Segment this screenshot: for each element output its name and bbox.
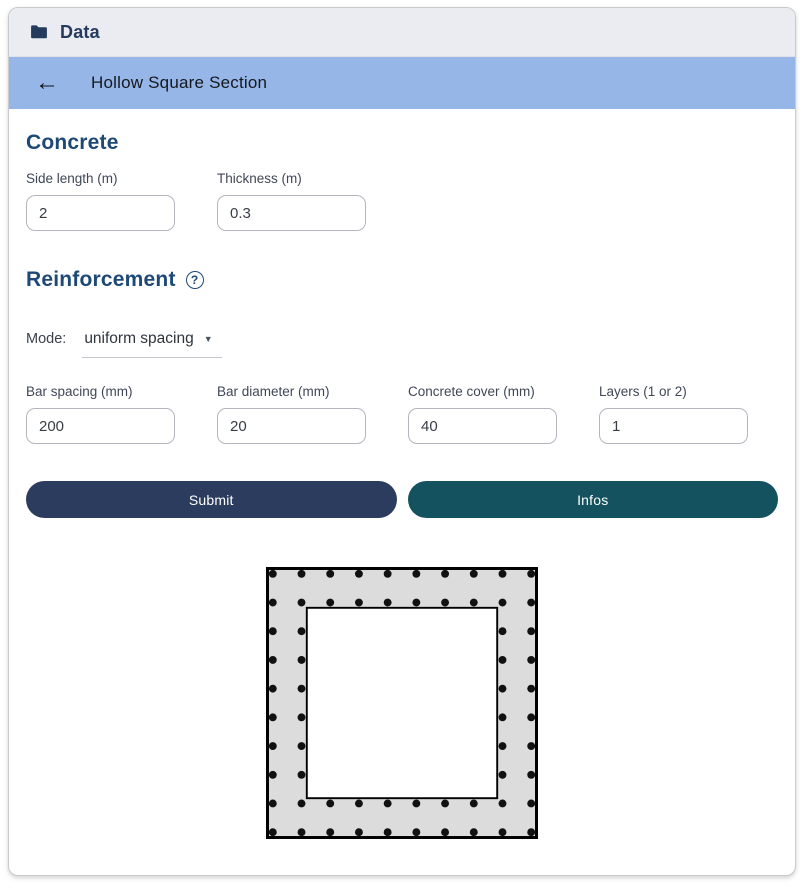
bar-diameter-input[interactable] (217, 408, 366, 444)
window-title: Data (60, 21, 100, 42)
concrete-cover-input[interactable] (408, 408, 557, 444)
bar-spacing-label: Bar spacing (mm) (26, 384, 133, 399)
data-card (8, 7, 796, 876)
bar-spacing-input[interactable] (26, 408, 175, 444)
back-button[interactable]: ← (29, 65, 65, 101)
folder-icon (29, 22, 49, 42)
thickness-input[interactable] (217, 195, 366, 231)
concrete-heading: Concrete (26, 131, 119, 154)
reinforcement-fields (26, 384, 778, 444)
side-length-field (26, 171, 175, 231)
page-title: Hollow Square Section (91, 73, 268, 92)
mode-label: Mode: (26, 331, 67, 347)
mode-select[interactable] (82, 328, 222, 358)
section-figure (26, 567, 778, 839)
concrete-cover-label: Concrete cover (mm) (408, 384, 535, 399)
mode-select-value: uniform spacing (84, 330, 194, 347)
bar-diameter-field (217, 384, 366, 444)
infos-button[interactable]: Infos (408, 481, 779, 518)
reinforcement-heading: Reinforcement ? (26, 268, 778, 292)
chevron-down-icon: ▼ (203, 334, 213, 344)
layers-input[interactable] (599, 408, 748, 444)
help-icon[interactable]: ? (186, 271, 204, 289)
card-header (9, 8, 795, 57)
form-content (9, 109, 795, 839)
concrete-fields (26, 171, 778, 231)
hollow-square-section-diagram (266, 567, 538, 839)
thickness-field (217, 171, 366, 231)
action-buttons (26, 481, 778, 518)
thickness-label: Thickness (m) (217, 171, 302, 186)
submit-button[interactable]: Submit (26, 481, 397, 518)
mode-row (26, 328, 778, 358)
layers-label: Layers (1 or 2) (599, 384, 687, 399)
bar-spacing-field (26, 384, 175, 444)
side-length-label: Side length (m) (26, 171, 118, 186)
bar-diameter-label: Bar diameter (mm) (217, 384, 330, 399)
section-nav-bar (9, 57, 795, 109)
side-length-input[interactable] (26, 195, 175, 231)
layers-field (599, 384, 748, 444)
concrete-cover-field (408, 384, 557, 444)
